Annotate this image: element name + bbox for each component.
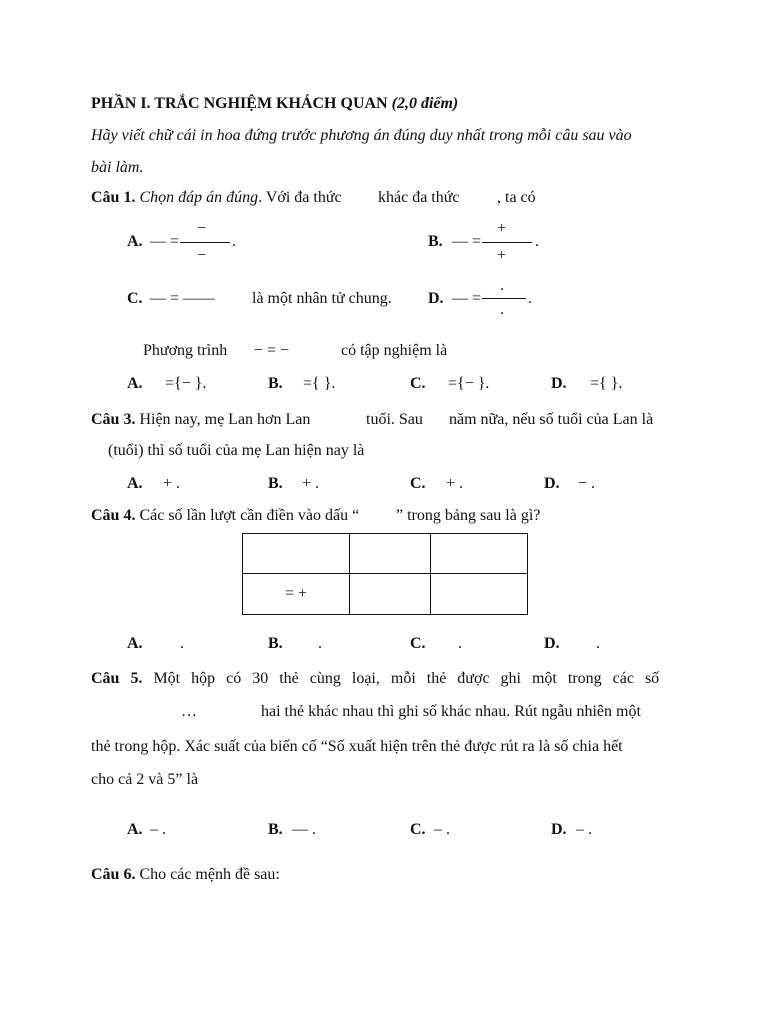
q3-text-b: tuổi. Sau [366, 411, 423, 428]
q4-option-b-value: . [318, 635, 322, 652]
q1-option-d-label: D. [428, 290, 444, 307]
table-cell [350, 574, 431, 615]
q4-option-c-label: C. [410, 635, 426, 652]
q4-stem [91, 506, 359, 526]
q2-text-b: có tập nghiệm là [341, 342, 448, 359]
table-cell [243, 574, 350, 615]
q1-text-b: khác đa thức [378, 189, 460, 206]
q1-option-d-den: . [500, 301, 504, 318]
q1-option-a-den: − [197, 247, 207, 264]
q5-option-a-value: – . [150, 821, 166, 838]
q1-option-c-label: C. [127, 290, 143, 307]
q1-text-c: , ta có [497, 189, 536, 206]
table-row [243, 574, 528, 615]
q1-option-b-num: + [497, 220, 507, 237]
q5-stem-line-1 [91, 669, 659, 689]
q1-option-c-text: là một nhân tử chung. [252, 290, 392, 307]
q5-option-c-label: C. [410, 821, 426, 838]
table-cell [431, 534, 528, 574]
q5-text-2: hai thẻ khác nhau thì ghi số khác nhau. Rút ngẫu nhiên một [261, 703, 641, 720]
q1-stem [91, 188, 342, 208]
q2-option-d-label: D. [551, 375, 567, 392]
q3-option-b-label: B. [268, 475, 283, 492]
q2-equation: − = − [254, 342, 290, 359]
part-title: PHẦN I. TRẮC NGHIỆM KHÁCH QUAN [91, 95, 388, 112]
q1-option-b-label: B. [428, 233, 443, 250]
q1-option-b-end: . [535, 233, 539, 250]
q4-option-b-label: B. [268, 635, 283, 652]
q3-text-a: Hiện nay, mẹ Lan hơn Lan [139, 411, 311, 428]
table-cell [431, 574, 528, 615]
table-cell [243, 534, 350, 574]
q5-ellipsis: … [181, 703, 197, 720]
q4-cell-equation: = + [284, 585, 308, 602]
q1-option-a-fraction-bar [180, 242, 230, 243]
q4-text-b: ” trong bảng sau là gì? [396, 507, 541, 524]
q1-option-b-den: + [497, 247, 507, 264]
q1-option-a-end: . [232, 233, 236, 250]
q1-option-c-lhs: — = —— [150, 290, 216, 307]
table-row [243, 534, 528, 574]
q6-label: Câu 6. [91, 866, 136, 883]
instruction-line-2: bài làm. [91, 159, 144, 176]
q4-option-a-label: A. [127, 635, 143, 652]
q1-option-a-label: A. [127, 233, 143, 250]
q1-option-d-fraction-bar [482, 298, 526, 299]
q3-text-d: (tuổi) thì số tuổi của mẹ Lan hiện nay là [108, 442, 365, 459]
q3-option-c-value: + . [446, 475, 464, 492]
q3-stem [91, 410, 310, 430]
q5-option-c-value: – . [434, 821, 450, 838]
q3-option-a-label: A. [127, 475, 143, 492]
q1-option-d-lhs: — = [452, 290, 482, 307]
q4-option-d-value: . [596, 635, 600, 652]
q2-option-b-value: ={ }. [303, 375, 336, 392]
q5-option-d-label: D. [551, 821, 567, 838]
q4-table [242, 533, 528, 615]
q3-option-b-value: + . [302, 475, 320, 492]
part-points: (2,0 điểm) [391, 95, 459, 112]
q1-option-a-lhs: — = [150, 233, 180, 250]
q1-option-b-lhs: — = [452, 233, 482, 250]
q2-text-a: Phương trình [143, 342, 228, 359]
q2-option-d-value: ={ }. [590, 375, 623, 392]
q5-text-3: thẻ trong hộp. Xác suất của biến cố “Số xuất hiện trên thẻ được rút ra là số chia hết [91, 738, 623, 755]
q1-text-a: . Với đa thức [258, 189, 342, 206]
q2-option-a-label: A. [127, 375, 143, 392]
q3-option-c-label: C. [410, 475, 426, 492]
q6-text: Cho các mệnh đề sau: [139, 866, 280, 883]
q4-label: Câu 4. [91, 507, 136, 524]
q1-option-d-num: . [500, 277, 504, 294]
q5-label: Câu 5. [91, 670, 143, 687]
q2-option-c-value: ={− }. [448, 375, 490, 392]
q4-option-a-value: . [180, 635, 184, 652]
q5-text-4: cho cả 2 và 5” là [91, 771, 199, 788]
instruction-line-1: Hãy viết chữ cái in hoa đứng trước phương án đúng duy nhất trong mỗi câu sau vào [91, 127, 632, 144]
q1-option-b-fraction-bar [482, 242, 532, 243]
q5-option-b-value: — . [292, 821, 316, 838]
q5-text-1: Một hộp có 30 thẻ cùng loại, mỗi thẻ được ghi một trong các số [153, 670, 660, 687]
q2-option-a-value: ={− }. [165, 375, 207, 392]
q1-label: Câu 1. [91, 189, 136, 206]
q5-option-a-label: A. [127, 821, 143, 838]
q5-option-b-label: B. [268, 821, 283, 838]
q3-text-c: năm nữa, nếu số tuổi của Lan là [449, 411, 654, 428]
q3-option-d-label: D. [544, 475, 560, 492]
q1-italic: Chọn đáp án đúng [139, 189, 259, 206]
q4-option-d-label: D. [544, 635, 560, 652]
q3-label: Câu 3. [91, 411, 136, 428]
q1-option-d-end: . [528, 290, 532, 307]
q4-text-a: Các số lần lượt cần điền vào dấu “ [139, 507, 360, 524]
q3-option-a-value: + . [163, 475, 181, 492]
q4-option-c-value: . [458, 635, 462, 652]
q2-option-c-label: C. [410, 375, 426, 392]
part-heading [91, 94, 458, 114]
q1-option-a-num: − [197, 220, 207, 237]
q3-option-d-value: − . [578, 475, 596, 492]
q5-option-d-value: – . [576, 821, 592, 838]
q2-option-b-label: B. [268, 375, 283, 392]
table-cell [350, 534, 431, 574]
q6-stem [91, 865, 280, 885]
